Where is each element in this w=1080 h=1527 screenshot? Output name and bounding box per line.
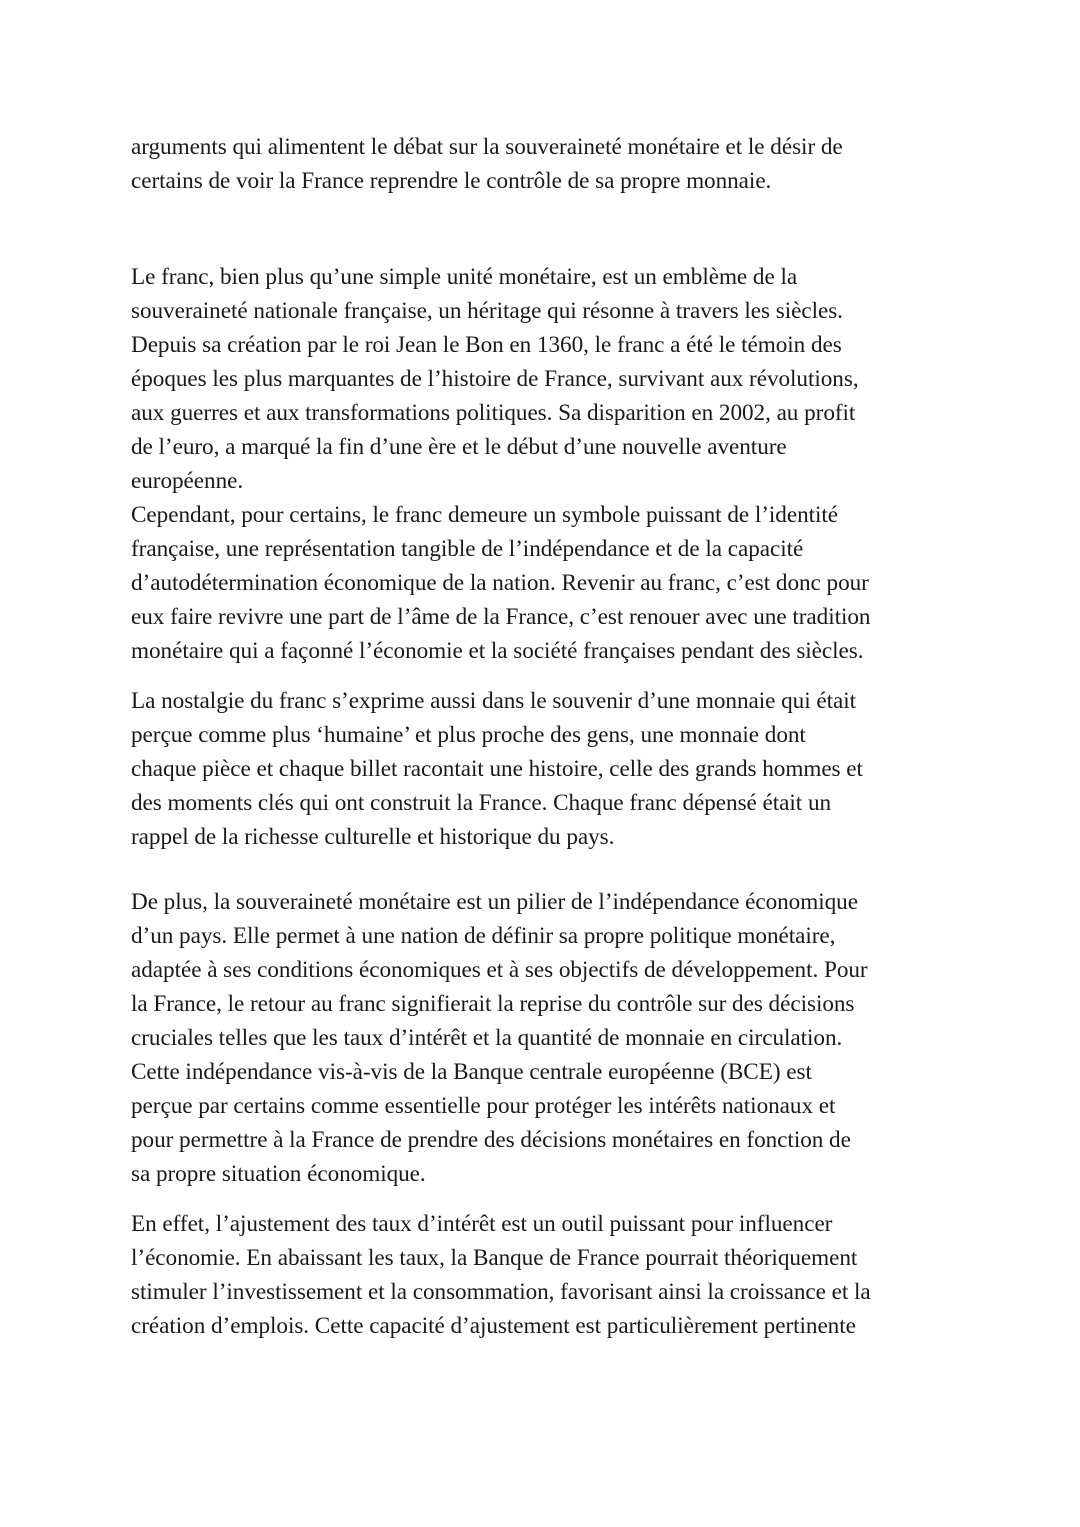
text-line: des moments clés qui ont construit la France. Chaque franc dépensé était un [131, 790, 832, 816]
text-line: rappel de la richesse culturelle et historique du pays. [131, 824, 615, 850]
text-line: arguments qui alimentent le débat sur la souveraineté monétaire et le désir de [131, 134, 843, 160]
text-line: Cependant, pour certains, le franc demeure un symbole puissant de l’identité [131, 502, 839, 528]
text-line: création d’emplois. Cette capacité d’ajustement est particulièrement pertinente [131, 1313, 856, 1339]
text-line: cruciales telles que les taux d’intérêt et la quantité de monnaie en circulation. [131, 1025, 843, 1051]
text-line: européenne. [131, 468, 244, 494]
text-line: Le franc, bien plus qu’une simple unité monétaire, est un emblème de la [131, 264, 798, 290]
text-line: Cette indépendance vis-à-vis de la Banque centrale européenne (BCE) est [131, 1059, 812, 1085]
text-line: certains de voir la France reprendre le contrôle de sa propre monnaie. [131, 168, 772, 194]
text-line: eux faire revivre une part de l’âme de la France, c’est renouer avec une tradition [131, 604, 871, 630]
text-line: d’autodétermination économique de la nation. Revenir au franc, c’est donc pour [131, 570, 869, 596]
text-line: monétaire qui a façonné l’économie et la société françaises pendant des siècles. [131, 638, 864, 664]
text-line: souveraineté nationale française, un héritage qui résonne à travers les siècles. [131, 298, 843, 324]
text-line: perçue par certains comme essentielle pour protéger les intérêts nationaux et [131, 1093, 836, 1119]
text-line: Depuis sa création par le roi Jean le Bon en 1360, le franc a été le témoin des [131, 332, 842, 358]
text-line: La nostalgie du franc s’exprime aussi dans le souvenir d’une monnaie qui était [131, 688, 857, 714]
text-line: chaque pièce et chaque billet racontait une histoire, celle des grands hommes et [131, 756, 863, 782]
text-line: pour permettre à la France de prendre des décisions monétaires en fonction de [131, 1127, 851, 1153]
text-line: adaptée à ses conditions économiques et à ses objectifs de développement. Pour [131, 957, 868, 983]
text-line: époques les plus marquantes de l’histoire de France, survivant aux révolutions, [131, 366, 859, 392]
text-line: d’un pays. Elle permet à une nation de définir sa propre politique monétaire, [131, 923, 836, 949]
text-line: française, une représentation tangible de l’indépendance et de la capacité [131, 536, 804, 562]
text-line: sa propre situation économique. [131, 1161, 426, 1187]
text-line: En effet, l’ajustement des taux d’intérêt est un outil puissant pour influencer [131, 1211, 833, 1237]
text-line: l’économie. En abaissant les taux, la Banque de France pourrait théoriquement [131, 1245, 858, 1271]
text-line: perçue comme plus ‘humaine’ et plus proche des gens, une monnaie dont [131, 722, 806, 748]
text-line: la France, le retour au franc signifierait la reprise du contrôle sur des décisions [131, 991, 855, 1017]
text-line: stimuler l’investissement et la consommation, favorisant ainsi la croissance et la [131, 1279, 871, 1305]
text-line: de l’euro, a marqué la fin d’une ère et le début d’une nouvelle aventure [131, 434, 787, 460]
text-line: aux guerres et aux transformations politiques. Sa disparition en 2002, au profit [131, 400, 856, 426]
text-line: De plus, la souveraineté monétaire est un pilier de l’indépendance économique [131, 889, 858, 915]
